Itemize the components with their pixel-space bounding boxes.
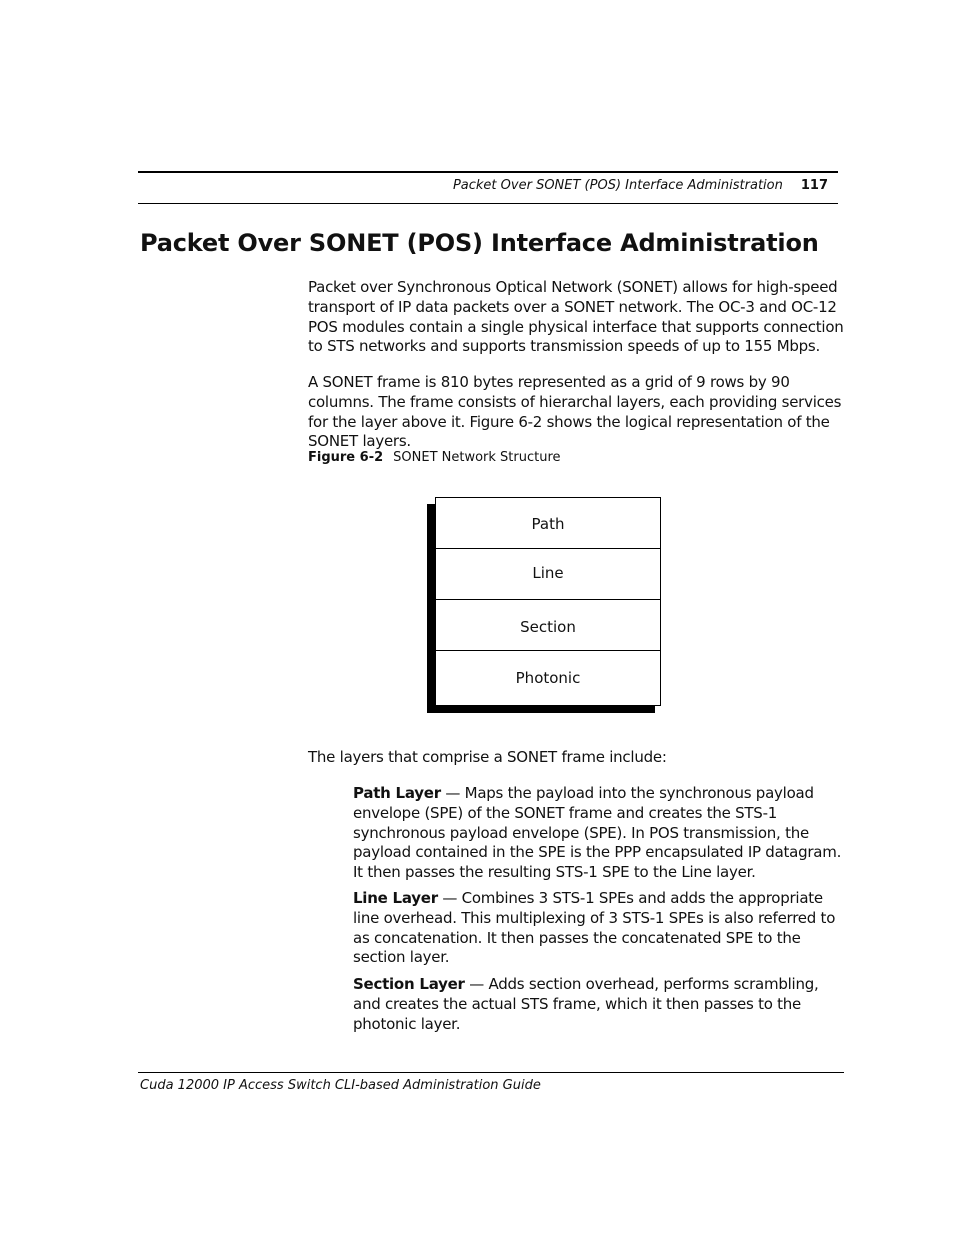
definition-term: Section Layer: [353, 975, 465, 993]
running-header-title: Packet Over SONET (POS) Interface Administration: [452, 178, 783, 193]
running-header: [453, 178, 828, 193]
definition-text: — Combines 3 STS-1 SPEs and adds the appropriate line overhead. This multiplexing of 3 STS-1 SPEs is also referred to as concatenation. It then passes the concatenated SPE to the section layer.: [353, 889, 836, 967]
definition-text: — Maps the payload into the synchronous payload envelope (SPE) of the SONET frame and creates the STS-1 synchronous payload envelope (SPE). In POS transmission, the payload contained in the SPE is the PPP encapsulated IP datagram. It then passes the resulting STS-1 SPE to the Line layer.: [353, 784, 842, 882]
definition-line-layer: [353, 889, 845, 968]
layer-line: Line: [436, 548, 660, 599]
figure-caption: [308, 450, 848, 465]
layer-section: Section: [436, 599, 660, 651]
layers-intro: [308, 748, 848, 768]
intro-paragraph: [308, 278, 848, 357]
header-rule-bottom: [138, 203, 838, 204]
definition-term: Path Layer: [353, 784, 441, 802]
layer-stack: [435, 497, 661, 706]
frame-paragraph: [308, 373, 848, 452]
definition-section-layer: [353, 975, 845, 1034]
layer-photonic: Photonic: [436, 650, 660, 705]
paragraph-2: A SONET frame is 810 bytes represented as a grid of 9 rows by 90 columns. The frame consists of hierarchal layers, each providing services for the layer above it. Figure 6-2 shows the logical representation of the SONET layers.: [308, 373, 842, 451]
layer-path: Path: [531, 515, 565, 533]
section-title: Packet Over SONET (POS) Interface Administration: [140, 229, 819, 257]
page-number: 117: [800, 178, 828, 193]
header-rule-top: [138, 171, 838, 173]
sonet-layer-diagram: [427, 497, 661, 713]
definition-path-layer: [353, 784, 845, 883]
figure-caption-text: SONET Network Structure: [393, 450, 561, 465]
definition-text: — Adds section overhead, performs scrambling, and creates the actual STS frame, which it then passes to the photonic layer.: [353, 975, 819, 1033]
layers-intro-text: The layers that comprise a SONET frame include:: [308, 748, 667, 766]
running-footer: Cuda 12000 IP Access Switch CLI-based Administration Guide: [140, 1078, 541, 1093]
definition-term: Line Layer: [353, 889, 438, 907]
paragraph-1: Packet over Synchronous Optical Network (SONET) allows for high-speed transport of IP data packets over a SONET network. The OC-3 and OC-12 POS modules contain a single physical interface that supports connection to STS networks and supports transmission speeds of up to 155 Mbps.: [308, 278, 844, 356]
figure-label: Figure 6-2: [308, 450, 384, 465]
footer-rule: [138, 1072, 844, 1073]
